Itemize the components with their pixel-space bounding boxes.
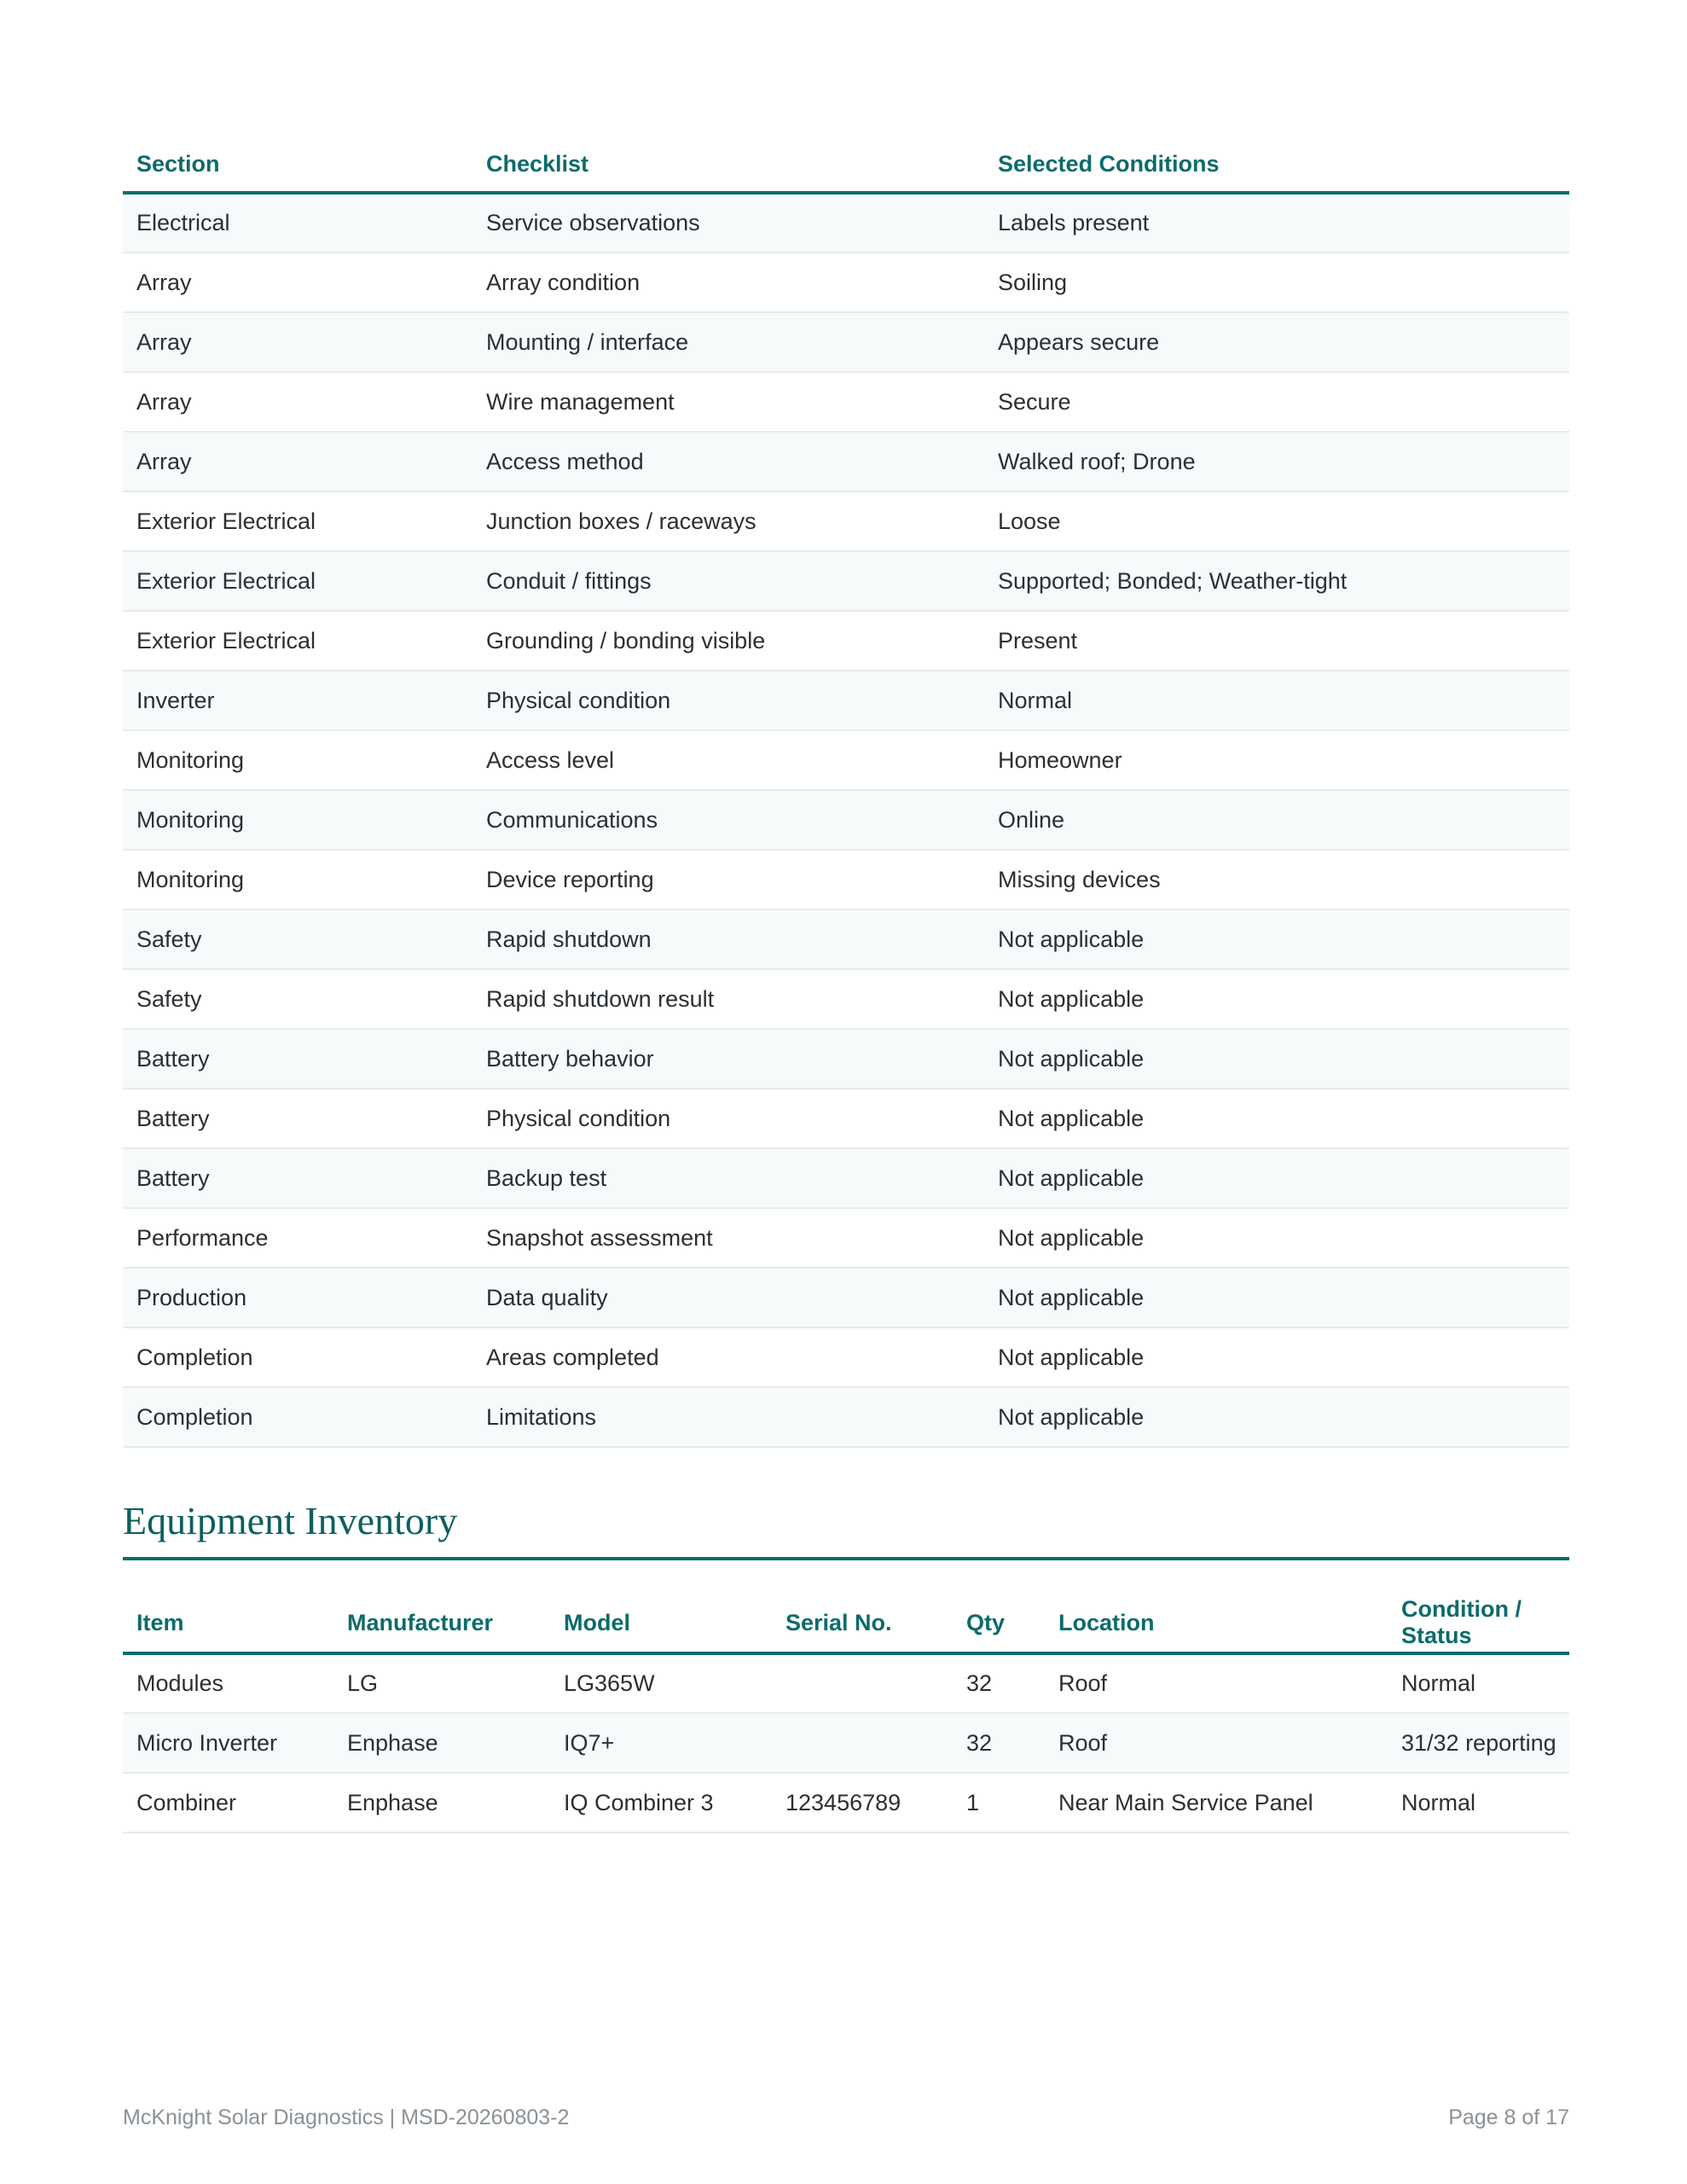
row-condition-cell: Not applicable <box>984 1089 1569 1148</box>
equipment-manufacturer-cell: Enphase <box>333 1773 550 1833</box>
equipment-table-body <box>123 1653 1569 1833</box>
row-condition-cell: Appears secure <box>984 312 1569 372</box>
row-checklist-cell: Rapid shutdown result <box>472 969 984 1029</box>
checklist-row <box>123 1148 1569 1208</box>
row-condition-cell: Not applicable <box>984 969 1569 1029</box>
equipment-model-cell: IQ7+ <box>550 1713 772 1773</box>
row-section-cell: Completion <box>123 1387 472 1447</box>
equipment-serial-cell <box>772 1653 953 1713</box>
row-section-cell: Electrical <box>123 193 472 253</box>
qty-column-header: Qty <box>966 1609 1006 1635</box>
equipment-location-cell: Roof <box>1045 1713 1388 1773</box>
section-column-header: Section <box>136 150 220 177</box>
row-condition-cell: Not applicable <box>984 1029 1569 1089</box>
checklist-row <box>123 790 1569 850</box>
row-condition-cell: Not applicable <box>984 1208 1569 1268</box>
row-condition-cell: Not applicable <box>984 1148 1569 1208</box>
row-condition-cell: Supported; Bonded; Weather-tight <box>984 551 1569 611</box>
checklist-table <box>123 136 1569 1448</box>
row-section-cell: Exterior Electrical <box>123 491 472 551</box>
row-checklist-cell: Areas completed <box>472 1327 984 1387</box>
checklist-row <box>123 850 1569 909</box>
row-checklist-cell: Communications <box>472 790 984 850</box>
row-condition-cell: Not applicable <box>984 1268 1569 1327</box>
checklist-row <box>123 671 1569 730</box>
equipment-row <box>123 1653 1569 1713</box>
row-section-cell: Performance <box>123 1208 472 1268</box>
row-checklist-cell: Access level <box>472 730 984 790</box>
row-section-cell: Battery <box>123 1089 472 1148</box>
row-section-cell: Battery <box>123 1029 472 1089</box>
row-section-cell: Array <box>123 432 472 491</box>
footer-page-number: Page 8 of 17 <box>1448 2106 1569 2129</box>
row-checklist-cell: Physical condition <box>472 671 984 730</box>
row-section-cell: Array <box>123 312 472 372</box>
checklist-row <box>123 1387 1569 1447</box>
equipment-qty-cell: 32 <box>953 1713 1045 1773</box>
equipment-manufacturer-cell: LG <box>333 1653 550 1713</box>
equipment-model-cell: LG365W <box>550 1653 772 1713</box>
equipment-qty-cell: 1 <box>953 1773 1045 1833</box>
row-condition-cell: Homeowner <box>984 730 1569 790</box>
equipment-item-cell: Combiner <box>123 1773 333 1833</box>
equipment-table <box>123 1594 1569 1833</box>
item-column-header: Item <box>136 1609 184 1635</box>
checklist-row <box>123 1208 1569 1268</box>
row-section-cell: Battery <box>123 1148 472 1208</box>
equipment-row <box>123 1713 1569 1773</box>
row-checklist-cell: Array condition <box>472 253 984 312</box>
row-condition-cell: Loose <box>984 491 1569 551</box>
equipment-location-cell: Near Main Service Panel <box>1045 1773 1388 1833</box>
row-checklist-cell: Rapid shutdown <box>472 909 984 969</box>
row-section-cell: Completion <box>123 1327 472 1387</box>
row-checklist-cell: Access method <box>472 432 984 491</box>
row-condition-cell: Labels present <box>984 193 1569 253</box>
status-column-header: Condition / Status <box>1401 1596 1522 1648</box>
row-checklist-cell: Backup test <box>472 1148 984 1208</box>
checklist-row <box>123 611 1569 671</box>
row-checklist-cell: Service observations <box>472 193 984 253</box>
row-checklist-cell: Wire management <box>472 372 984 432</box>
equipment-status-cell: Normal <box>1388 1653 1569 1713</box>
checklist-row <box>123 432 1569 491</box>
row-checklist-cell: Junction boxes / raceways <box>472 491 984 551</box>
row-section-cell: Array <box>123 372 472 432</box>
equipment-location-cell: Roof <box>1045 1653 1388 1713</box>
equipment-serial-cell <box>772 1713 953 1773</box>
checklist-row <box>123 491 1569 551</box>
equipment-row <box>123 1773 1569 1833</box>
equipment-item-cell: Micro Inverter <box>123 1713 333 1773</box>
row-condition-cell: Not applicable <box>984 1327 1569 1387</box>
row-condition-cell: Present <box>984 611 1569 671</box>
checklist-row <box>123 551 1569 611</box>
row-checklist-cell: Conduit / fittings <box>472 551 984 611</box>
serial-column-header: Serial No. <box>786 1609 892 1635</box>
checklist-row <box>123 312 1569 372</box>
equipment-status-cell: 31/32 reporting <box>1388 1713 1569 1773</box>
equipment-serial-cell: 123456789 <box>772 1773 953 1833</box>
checklist-row <box>123 1089 1569 1148</box>
row-condition-cell: Normal <box>984 671 1569 730</box>
row-condition-cell: Walked roof; Drone <box>984 432 1569 491</box>
checklist-row <box>123 969 1569 1029</box>
row-checklist-cell: Snapshot assessment <box>472 1208 984 1268</box>
row-checklist-cell: Mounting / interface <box>472 312 984 372</box>
checklist-row <box>123 1268 1569 1327</box>
row-section-cell: Exterior Electrical <box>123 611 472 671</box>
row-checklist-cell: Device reporting <box>472 850 984 909</box>
checklist-row <box>123 193 1569 253</box>
row-condition-cell: Online <box>984 790 1569 850</box>
row-condition-cell: Secure <box>984 372 1569 432</box>
row-section-cell: Exterior Electrical <box>123 551 472 611</box>
row-checklist-cell: Battery behavior <box>472 1029 984 1089</box>
row-section-cell: Production <box>123 1268 472 1327</box>
checklist-row <box>123 1327 1569 1387</box>
row-checklist-cell: Grounding / bonding visible <box>472 611 984 671</box>
row-section-cell: Safety <box>123 969 472 1029</box>
checklist-row <box>123 1029 1569 1089</box>
row-checklist-cell: Physical condition <box>472 1089 984 1148</box>
row-section-cell: Monitoring <box>123 850 472 909</box>
row-section-cell: Safety <box>123 909 472 969</box>
equipment-qty-cell: 32 <box>953 1653 1045 1713</box>
equipment-header-row <box>123 1594 1569 1653</box>
equipment-manufacturer-cell: Enphase <box>333 1713 550 1773</box>
equipment-model-cell: IQ Combiner 3 <box>550 1773 772 1833</box>
equipment-status-cell: Normal <box>1388 1773 1569 1833</box>
checklist-row <box>123 253 1569 312</box>
manufacturer-column-header: Manufacturer <box>347 1609 494 1635</box>
checklist-row <box>123 730 1569 790</box>
row-section-cell: Monitoring <box>123 730 472 790</box>
checklist-row <box>123 909 1569 969</box>
row-condition-cell: Not applicable <box>984 909 1569 969</box>
equipment-inventory-heading: Equipment Inventory <box>123 1498 1569 1560</box>
footer-company-report-id: McKnight Solar Diagnostics | MSD-20260803-2 <box>123 2106 570 2129</box>
row-section-cell: Array <box>123 253 472 312</box>
model-column-header: Model <box>564 1609 630 1635</box>
row-checklist-cell: Limitations <box>472 1387 984 1447</box>
checklist-table-body <box>123 193 1569 1447</box>
checklist-row <box>123 372 1569 432</box>
row-condition-cell: Missing devices <box>984 850 1569 909</box>
row-condition-cell: Not applicable <box>984 1387 1569 1447</box>
checklist-column-header: Checklist <box>486 150 589 177</box>
row-section-cell: Monitoring <box>123 790 472 850</box>
location-column-header: Location <box>1058 1609 1155 1635</box>
row-section-cell: Inverter <box>123 671 472 730</box>
conditions-column-header: Selected Conditions <box>998 150 1220 177</box>
checklist-header-row <box>123 136 1569 193</box>
row-checklist-cell: Data quality <box>472 1268 984 1327</box>
row-condition-cell: Soiling <box>984 253 1569 312</box>
equipment-item-cell: Modules <box>123 1653 333 1713</box>
